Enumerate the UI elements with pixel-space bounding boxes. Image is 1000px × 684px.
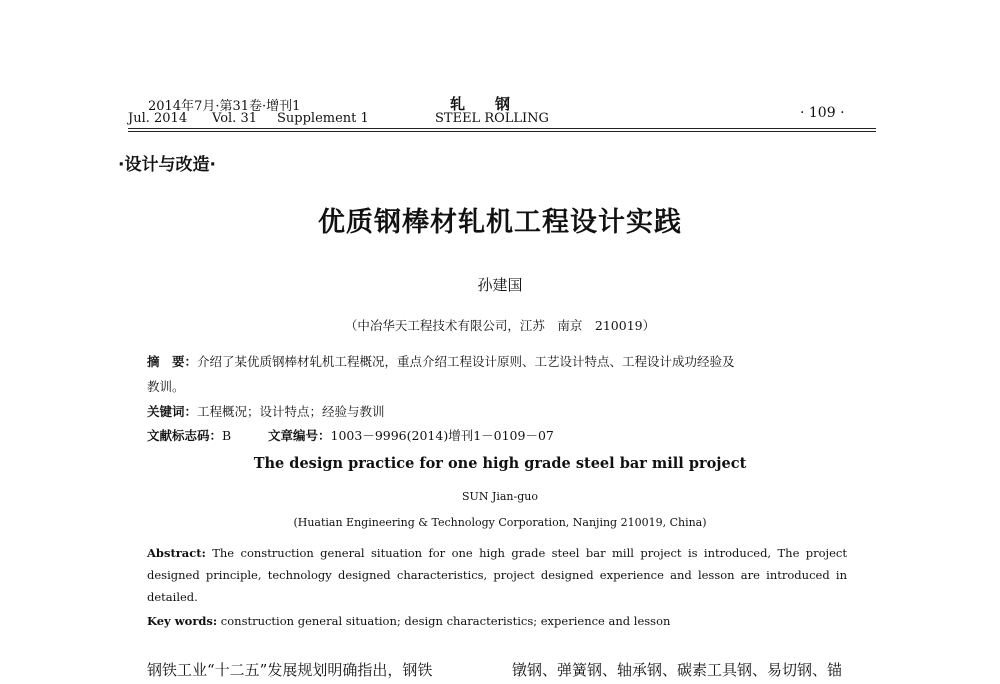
abstract-en-text: The construction general situation for one high grade steel bar mill project is introduced, The project designed principle, technology designed characteristics, project designed experience and lesson are introduced in detailed. — [147, 546, 847, 604]
affiliation-cn: （中冶华天工程技术有限公司，江苏 南京 210019） — [344, 318, 656, 333]
abstract-en — [147, 542, 847, 608]
article-number-value: 1003－9996(2014)增刊1－0109－07 — [330, 428, 554, 443]
affiliation-en: (Huatian Engineering & Technology Corporation, Nanjing 210019, China) — [293, 516, 707, 529]
doc-code-value: B — [222, 428, 232, 443]
header-rule-bottom — [128, 131, 876, 132]
author-cn: 孙建国 — [477, 276, 523, 294]
article-number-line — [268, 426, 554, 444]
keywords-cn-text: 工程概况；设计特点；经验与教训 — [197, 404, 385, 419]
header-supplement-en: Supplement 1 — [277, 111, 369, 126]
section-label: ·设计与改造· — [118, 155, 216, 175]
abstract-cn-line1 — [147, 352, 735, 370]
paper-title-en: The design practice for one high grade steel bar mill project — [253, 455, 747, 472]
body-column-right-line: 镦钢、弹簧钢、轴承钢、碳素工具钢、易切钢、锚 — [512, 661, 843, 679]
header-rule-top — [128, 128, 876, 129]
journal-title-en: STEEL ROLLING — [435, 111, 549, 126]
abstract-cn-label: 摘 要： — [147, 354, 198, 369]
body-column-left-line: 钢铁工业“十二五”发展规划明确指出，钢铁 — [147, 661, 433, 679]
header-volume-en: Vol. 31 — [212, 111, 257, 126]
keywords-cn — [147, 402, 385, 420]
doc-code-label: 文献标志码： — [147, 428, 223, 443]
keywords-en — [147, 614, 670, 628]
header-date-en: Jul. 2014 — [128, 111, 188, 126]
abstract-cn-line2: 教训。 — [147, 379, 185, 394]
page-number: · 109 · — [800, 105, 845, 121]
journal-title-cn: 轧 钢 — [450, 95, 511, 113]
paper-title-cn: 优质钢棒材轧机工程设计实践 — [318, 207, 682, 238]
keywords-en-text: construction general situation; design characteristics; experience and lesson — [217, 614, 671, 628]
article-number-label: 文章编号： — [268, 428, 331, 443]
abstract-cn-text: 介绍了某优质钢棒材轧机工程概况，重点介绍工程设计原则、工艺设计特点、工程设计成功经验及 — [197, 354, 735, 369]
abstract-en-label: Abstract: — [147, 546, 206, 560]
doc-code-line — [147, 426, 231, 444]
header-date-cn: 2014年7月·第31卷·增刊1 — [148, 99, 301, 114]
author-en: SUN Jian-guo — [462, 490, 538, 503]
keywords-en-label: Key words: — [147, 614, 218, 628]
keywords-cn-label: 关键词： — [147, 404, 198, 419]
